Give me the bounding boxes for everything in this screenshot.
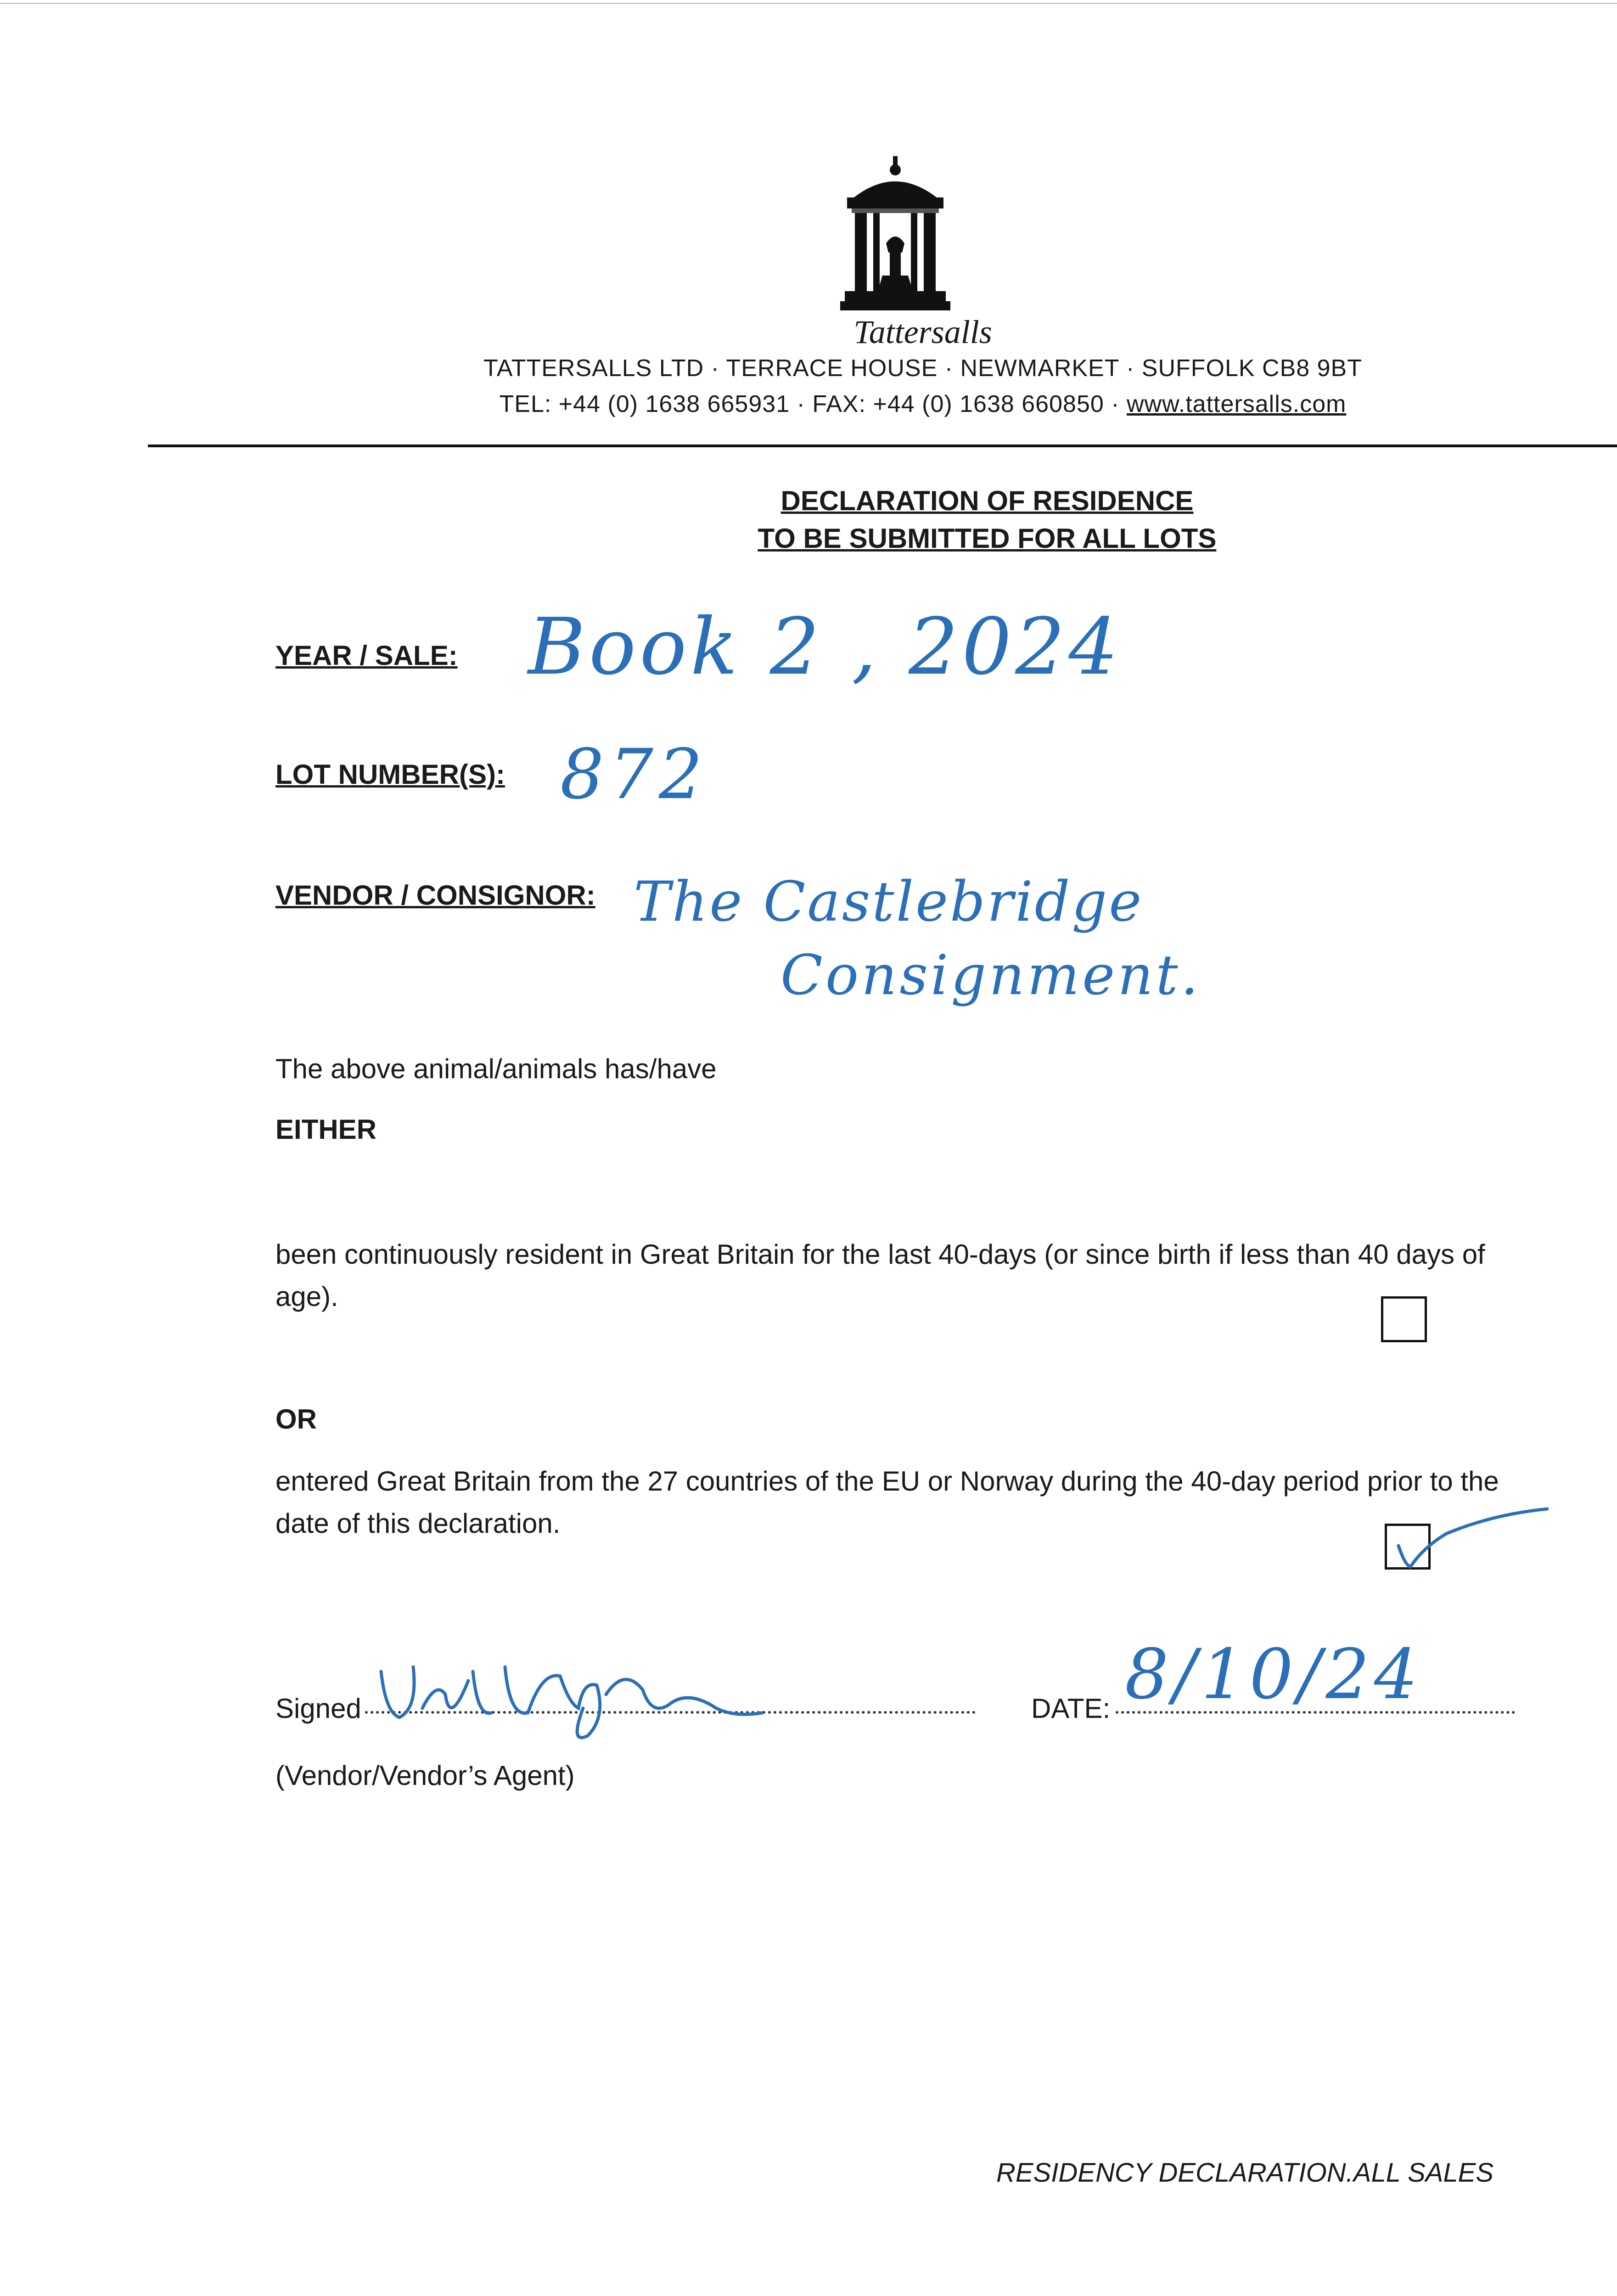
contact-line (0, 390, 1617, 418)
signed-label: Signed (275, 1693, 361, 1724)
header-divider (148, 445, 1617, 447)
tattersalls-logo-icon (840, 156, 950, 312)
website-link[interactable]: www.tattersalls.com (1127, 391, 1347, 417)
brand-name: Tattersalls (853, 314, 992, 350)
or-heading: OR (275, 1404, 317, 1435)
contact-numbers: TEL: +44 (0) 1638 665931 · FAX: +44 (0) 1638 660850 · (499, 391, 1127, 417)
vendor-label: VENDOR / CONSIGNOR: (275, 880, 595, 911)
date-label: DATE: (1031, 1693, 1111, 1724)
check-mark-icon (1396, 1506, 1552, 1575)
option2-text: entered Great Britain from the 27 countries of the EU or Norway during the 40-day period prior to the date of this declaration. (275, 1466, 1499, 1539)
year-sale-label: YEAR / SALE: (275, 640, 458, 671)
scan-edge-rule (0, 3, 1617, 4)
vendor-value-line2[interactable]: Consignment. (780, 944, 1201, 1007)
form-subtitle: TO BE SUBMITTED FOR ALL LOTS (758, 523, 1217, 554)
form-title: DECLARATION OF RESIDENCE (780, 485, 1194, 516)
year-sale-value[interactable]: Book 2 , 2024 (528, 602, 1122, 692)
option1-text: been continuously resident in Great Britain for the last 40-days (or since birth if less than 40 days of age). (275, 1239, 1485, 1312)
date-value[interactable]: 8/10/24 (1125, 1635, 1423, 1715)
footer-label: RESIDENCY DECLARATION.ALL SALES (996, 2158, 1494, 2188)
address-line: TATTERSALLS LTD · TERRACE HOUSE · NEWMARKET · SUFFOLK CB8 9BT (483, 355, 1363, 382)
handwritten-signature (367, 1653, 891, 1759)
lot-number-value[interactable]: 872 (560, 735, 708, 815)
vendor-value-line1[interactable]: The Castlebridge (634, 870, 1144, 934)
signer-role: (Vendor/Vendor’s Agent) (275, 1760, 575, 1791)
lot-number-label: LOT NUMBER(S): (275, 759, 505, 790)
option1-checkbox[interactable] (1381, 1296, 1427, 1342)
either-heading: EITHER (275, 1114, 377, 1145)
intro-text: The above animal/animals has/have (275, 1053, 717, 1084)
